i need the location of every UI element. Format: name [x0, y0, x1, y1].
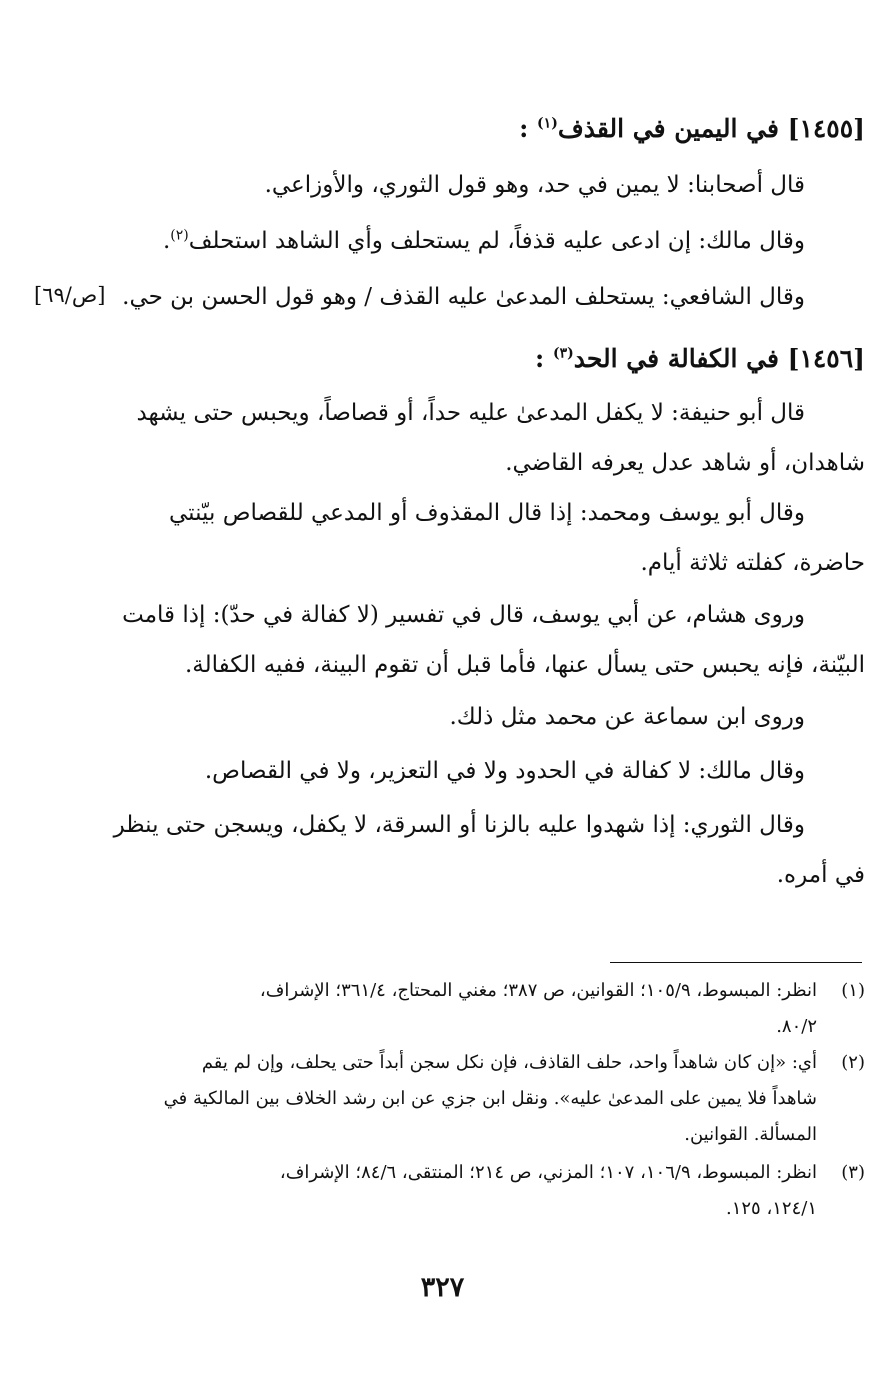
footnote-2-line-1: أي: «إن كان شاهداً واحد، حلف القاذف، فإن نكل سجن أبداً حتى يحلف، وإن لم يقم — [201, 1052, 817, 1073]
section-1455-line-2 — [163, 224, 805, 258]
footnote-separator — [610, 962, 862, 963]
line-2-end: . — [162, 228, 171, 254]
heading-text: [١٤٥٥] في اليمين في القذف — [557, 114, 865, 143]
footnote-2-number: (٢) — [841, 1052, 865, 1073]
section-1456-line-10: في أمره. — [776, 862, 865, 888]
footnote-ref-1: (١) — [537, 115, 558, 132]
section-1455-line-3: وقال الشافعي: يستحلف المدعىٰ عليه القذف / وهو قول الحسن بن حي. — [122, 284, 805, 310]
heading-colon: : — [519, 114, 538, 143]
manuscript-page-reference: [ص/٦٩] — [34, 283, 106, 307]
section-1456-line-9: وقال الثوري: إذا شهدوا عليه بالزنا أو السرقة، لا يكفل، ويسجن حتى ينظر — [113, 812, 805, 838]
section-1456-line-5: وروى هشام، عن أبي يوسف، قال في تفسير (لا كفالة في حدّ): إذا قامت — [122, 602, 805, 628]
footnote-2-line-2: شاهداً فلا يمين على المدعىٰ عليه». ونقل ابن جزي عن ابن رشد الخلاف بين المالكية في — [163, 1088, 817, 1109]
page-number: ٣٢٧ — [420, 1272, 465, 1303]
footnote-2-line-3: المسألة. القوانين. — [684, 1124, 817, 1145]
section-1455-heading — [519, 112, 865, 146]
section-1456-line-7: وروى ابن سماعة عن محمد مثل ذلك. — [449, 704, 805, 730]
line-2-text: وقال مالك: إن ادعى عليه قذفاً، لم يستحلف وأي الشاهد استحلف — [188, 228, 805, 254]
footnote-1-number: (١) — [841, 980, 865, 1001]
heading-text: [١٤٥٦] في الكفالة في الحد — [573, 344, 865, 373]
footnote-1-line-1: انظر: المبسوط، ١٠٥/٩؛ القوانين، ص ٣٨٧؛ مغني المحتاج، ٣٦١/٤؛ الإشراف، — [259, 980, 817, 1001]
footnote-1-line-2: ٨٠/٢. — [776, 1016, 817, 1037]
section-1456-line-1: قال أبو حنيفة: لا يكفل المدعىٰ عليه حداً، أو قصاصاً، ويحبس حتى يشهد — [136, 400, 805, 426]
section-1456-heading — [535, 342, 865, 376]
footnote-3-line-2: ١٢٤/١، ١٢٥. — [725, 1198, 817, 1219]
footnote-ref-3: (٣) — [552, 345, 574, 362]
section-1456-line-3: وقال أبو يوسف ومحمد: إذا قال المقذوف أو المدعي للقصاص بيّنتي — [168, 500, 805, 526]
footnote-3-line-1: انظر: المبسوط، ١٠٦/٩، ١٠٧؛ المزني، ص ٢١٤؛ المنتقى، ٨٤/٦؛ الإشراف، — [279, 1162, 817, 1183]
footnote-3-number: (٣) — [841, 1162, 865, 1183]
section-1456-line-2: شاهدان، أو شاهد عدل يعرفه القاضي. — [505, 450, 865, 476]
footnote-ref-2: (٢) — [170, 227, 189, 244]
section-1456-line-4: حاضرة، كفلته ثلاثة أيام. — [640, 550, 865, 576]
section-1456-line-6: البيّنة، فإنه يحبس حتى يسأل عنها، فأما قبل أن تقوم البينة، ففيه الكفالة. — [184, 652, 865, 678]
section-1455-line-1: قال أصحابنا: لا يمين في حد، وهو قول الثوري، والأوزاعي. — [264, 172, 805, 198]
section-1456-line-8: وقال مالك: لا كفالة في الحدود ولا في التعزير، ولا في القصاص. — [204, 758, 805, 784]
heading-colon: : — [535, 344, 553, 373]
